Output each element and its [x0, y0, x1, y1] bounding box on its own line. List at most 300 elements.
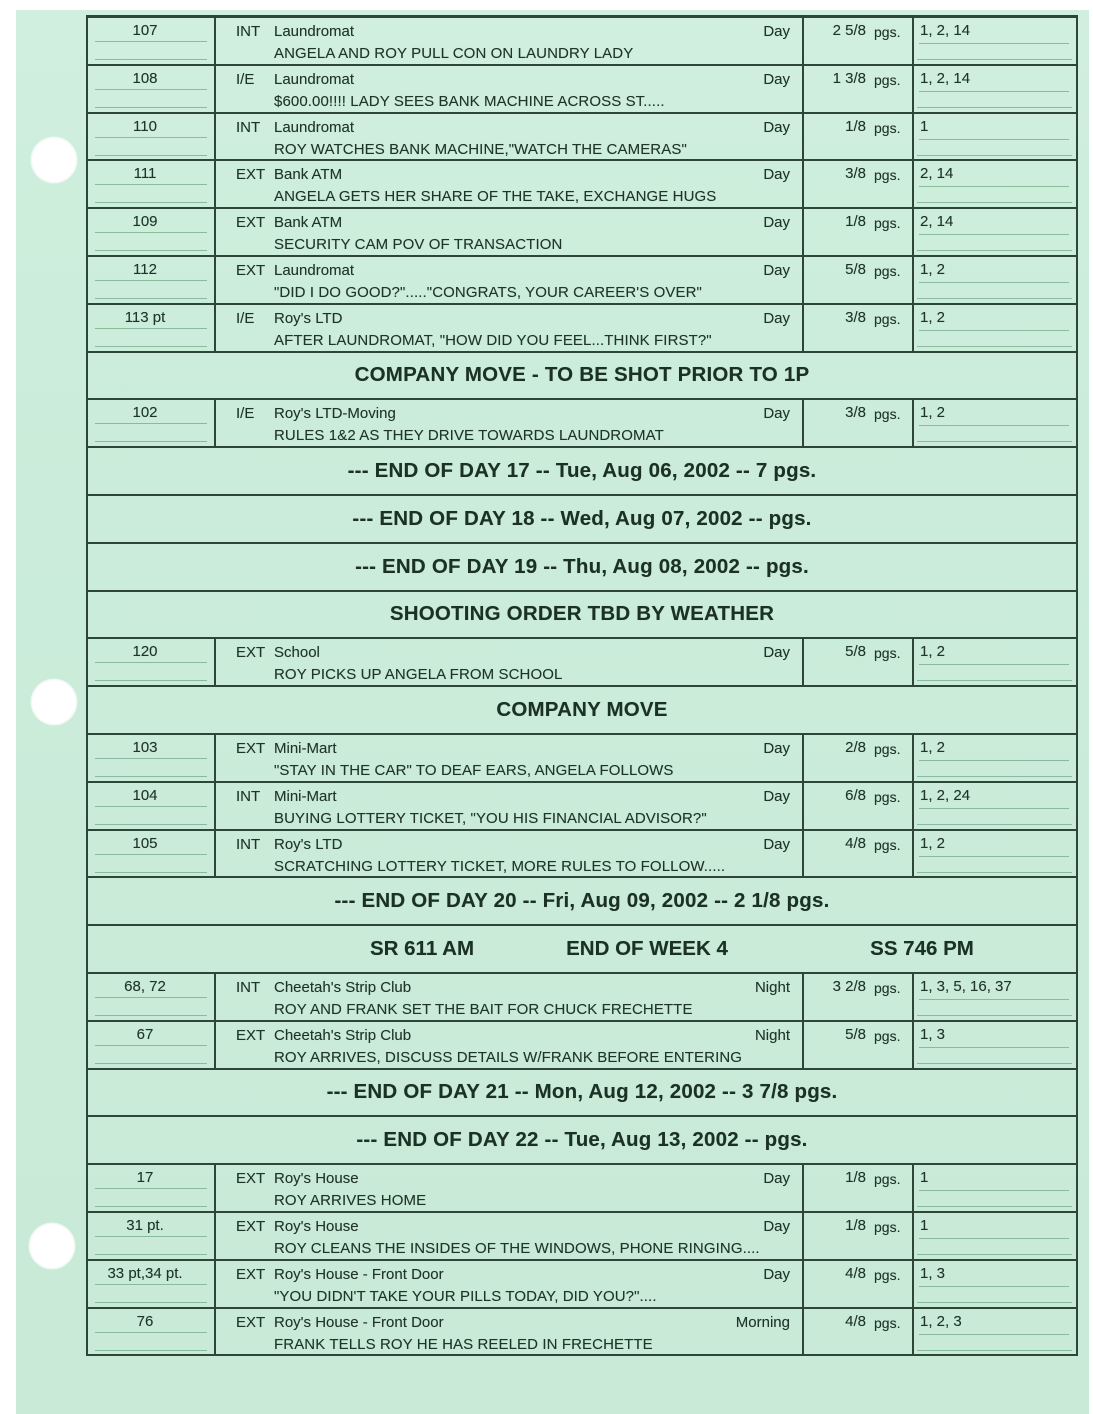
page-count-cell — [802, 831, 914, 877]
set-name: Roy's House — [274, 1170, 359, 1188]
set-description-cell — [214, 1213, 804, 1259]
banner-text: --- END OF DAY 20 -- Fri, Aug 09, 2002 -- 2 1/8 pgs. — [334, 889, 830, 913]
set-name: Roy's LTD-Moving — [274, 405, 396, 423]
sunset-label: SS 746 PM — [870, 937, 974, 961]
set-name: School — [274, 644, 320, 662]
scene-description: "YOU DIDN'T TAKE YOUR PILLS TODAY, DID YOU?".... — [274, 1287, 657, 1305]
banner-row — [88, 1117, 1076, 1165]
cast-rule — [919, 1286, 1069, 1287]
scene-number-cell — [88, 974, 216, 1020]
scene-number-rule — [95, 1302, 207, 1303]
cast-ids: 1, 3 — [920, 1025, 946, 1043]
cast-ids: 1, 2 — [920, 643, 946, 661]
scene-row-102 — [88, 400, 1076, 448]
cast-rule — [917, 1350, 1072, 1351]
scene-row-110 — [88, 114, 1076, 162]
scene-row-120 — [88, 639, 1076, 687]
scene-number-rule — [95, 806, 207, 807]
page-count-cell — [802, 1261, 914, 1307]
cast-rule — [919, 856, 1069, 857]
day-night-label: Day — [763, 309, 790, 327]
pgs-label: pgs. — [874, 167, 901, 184]
set-name: Cheetah's Strip Club — [274, 1026, 412, 1044]
pgs-label: pgs. — [874, 740, 901, 757]
banner-row — [88, 496, 1076, 544]
cast-cell — [912, 1165, 1076, 1211]
scene-number: 68, 72 — [124, 977, 166, 995]
scene-number-cell — [88, 1165, 216, 1211]
sunrise-label: SR 611 AM — [369, 937, 475, 961]
scene-number-rule — [95, 41, 207, 42]
scene-number-cell — [88, 305, 216, 351]
scene-row-68-72 — [88, 974, 1076, 1022]
cast-ids: 1, 2 — [920, 834, 946, 852]
banner-row — [88, 878, 1076, 926]
pgs-label: pgs. — [874, 836, 901, 853]
pgs-label: pgs. — [874, 788, 901, 805]
day-night-label: Day — [763, 70, 790, 88]
scene-description: FRANK TELLS ROY HE HAS REELED IN FRECHETTE — [274, 1335, 653, 1353]
hole-punch — [32, 138, 76, 182]
scene-number-rule — [95, 250, 207, 251]
int-ext-label: I/E — [236, 309, 255, 327]
cast-rule — [919, 808, 1069, 809]
page-count-value: 5/8 — [845, 260, 866, 278]
set-name: Bank ATM — [274, 214, 343, 232]
cast-ids: 1, 3 — [920, 1264, 946, 1282]
day-night-label: Day — [763, 1217, 790, 1235]
set-description-cell — [214, 257, 804, 303]
cast-rule — [919, 91, 1069, 92]
scene-number: 103 — [132, 738, 158, 756]
scene-row-31-pt- — [88, 1213, 1076, 1261]
cast-ids: 1, 2 — [920, 260, 946, 278]
day-night-label: Day — [763, 214, 790, 232]
banner-row — [88, 687, 1076, 735]
cast-ids: 1, 2 — [920, 308, 946, 326]
set-name: Mini-Mart — [274, 787, 337, 805]
set-name: Roy's House - Front Door — [274, 1265, 444, 1283]
pgs-label: pgs. — [874, 1171, 901, 1188]
cast-rule — [917, 250, 1072, 251]
week-summary-row — [88, 926, 1076, 974]
scene-description: $600.00!!!! LADY SEES BANK MACHINE ACROSS ST..... — [274, 92, 665, 110]
scene-description: ANGELA GETS HER SHARE OF THE TAKE, EXCHANGE HUGS — [274, 188, 717, 206]
scene-number-rule — [95, 89, 207, 90]
page-count-value: 3/8 — [845, 308, 866, 326]
scene-number-rule — [95, 776, 207, 777]
pgs-label: pgs. — [874, 979, 901, 996]
scene-row-112 — [88, 257, 1076, 305]
page-count-value: 4/8 — [845, 1312, 866, 1330]
cast-cell — [912, 639, 1076, 685]
cast-rule — [917, 155, 1072, 156]
scene-number-rule — [95, 872, 207, 873]
scene-row-113-pt — [88, 305, 1076, 353]
set-name: Roy's LTD — [274, 309, 343, 327]
page-count-value: 1/8 — [845, 1216, 866, 1234]
scene-description: ROY WATCHES BANK MACHINE,"WATCH THE CAMERAS" — [274, 140, 687, 158]
scene-number: 31 pt. — [126, 1216, 164, 1234]
cast-ids: 1 — [920, 1169, 929, 1187]
scene-number-rule — [95, 1284, 207, 1285]
scene-description: AFTER LAUNDROMAT, "HOW DID YOU FEEL...THINK FIRST?" — [274, 331, 712, 349]
page-count-cell — [802, 209, 914, 255]
end-of-week-label: END OF WEEK 4 — [566, 937, 728, 961]
cast-ids: 2, 14 — [920, 165, 954, 183]
int-ext-label: EXT — [236, 1217, 266, 1235]
set-name: Bank ATM — [274, 166, 343, 184]
int-ext-label: I/E — [236, 405, 255, 423]
scene-number-rule — [95, 824, 207, 825]
page-count-value: 5/8 — [845, 643, 866, 661]
scene-number: 110 — [133, 117, 157, 135]
scene-description: ROY ARRIVES, DISCUSS DETAILS W/FRANK BEFORE ENTERING — [274, 1048, 743, 1066]
scene-description: "STAY IN THE CAR" TO DEAF EARS, ANGELA FOLLOWS — [274, 761, 674, 779]
scene-description: BUYING LOTTERY TICKET, "YOU HIS FINANCIAL ADVISOR?" — [274, 809, 707, 827]
cast-rule — [917, 680, 1072, 681]
int-ext-label: INT — [236, 978, 261, 996]
scene-number-cell — [88, 400, 216, 446]
page-count-value: 4/8 — [845, 1264, 866, 1282]
pgs-label: pgs. — [874, 406, 901, 423]
scene-number-cell — [88, 66, 216, 112]
banner-text: --- END OF DAY 19 -- Thu, Aug 08, 2002 -- pgs. — [355, 554, 809, 578]
int-ext-label: EXT — [236, 261, 266, 279]
set-name: Roy's House - Front Door — [274, 1313, 444, 1331]
pgs-label: pgs. — [874, 310, 901, 327]
cast-cell — [912, 783, 1076, 829]
banner-text: COMPANY MOVE - TO BE SHOT PRIOR TO 1P — [354, 363, 810, 387]
page-count-cell — [802, 1022, 914, 1068]
day-night-label: Day — [763, 166, 790, 184]
scene-number: 108 — [132, 69, 158, 87]
set-description-cell — [214, 161, 804, 207]
cast-rule — [917, 1302, 1072, 1303]
scene-description: SCRATCHING LOTTERY TICKET, MORE RULES TO FOLLOW..... — [274, 857, 726, 875]
scene-number-rule — [95, 155, 207, 156]
scene-number-rule — [95, 1254, 207, 1255]
pgs-label: pgs. — [874, 215, 901, 232]
set-description-cell — [214, 831, 804, 877]
scene-number-rule — [95, 346, 207, 347]
int-ext-label: INT — [236, 787, 261, 805]
int-ext-label: INT — [236, 118, 261, 136]
page-count-cell — [802, 783, 914, 829]
cast-cell — [912, 18, 1076, 64]
cast-ids: 1, 2, 24 — [920, 786, 971, 804]
day-night-label: Day — [763, 644, 790, 662]
scene-description: RULES 1&2 AS THEY DRIVE TOWARDS LAUNDROMAT — [274, 427, 664, 445]
banner-text: SHOOTING ORDER TBD BY WEATHER — [389, 602, 775, 626]
scene-number-rule — [95, 232, 207, 233]
page-count-cell — [802, 257, 914, 303]
int-ext-label: I/E — [236, 70, 255, 88]
banner-text: --- END OF DAY 18 -- Wed, Aug 07, 2002 -- pgs. — [352, 506, 812, 530]
scene-row-109 — [88, 209, 1076, 257]
set-name: Roy's LTD — [274, 835, 343, 853]
pgs-label: pgs. — [874, 24, 901, 40]
page-count-value: 1/8 — [845, 213, 866, 231]
int-ext-label: EXT — [236, 739, 266, 757]
pgs-label: pgs. — [874, 71, 901, 88]
scene-description: ROY PICKS UP ANGELA FROM SCHOOL — [274, 666, 563, 684]
set-name: Mini-Mart — [274, 739, 337, 757]
scene-number-rule — [95, 280, 207, 281]
page-count-cell — [802, 639, 914, 685]
set-description-cell — [214, 400, 804, 446]
cast-ids: 2, 14 — [920, 213, 954, 231]
scene-number-cell — [88, 18, 216, 64]
set-name: Laundromat — [274, 70, 355, 88]
day-night-label: Day — [763, 23, 790, 40]
set-description-cell — [214, 974, 804, 1020]
scene-number-rule — [95, 1206, 207, 1207]
cast-rule — [919, 664, 1069, 665]
cast-cell — [912, 66, 1076, 112]
set-description-cell — [214, 209, 804, 255]
scene-number-rule — [95, 1236, 207, 1237]
banner-row — [88, 544, 1076, 592]
banner-row — [88, 1070, 1076, 1118]
cast-rule — [917, 346, 1072, 347]
page-count-cell — [802, 161, 914, 207]
scene-description: ROY AND FRANK SET THE BAIT FOR CHUCK FRECHETTE — [274, 1000, 693, 1018]
set-name: Laundromat — [274, 261, 355, 279]
page-count-cell — [802, 1213, 914, 1259]
page-count-value: 4/8 — [845, 834, 866, 852]
cast-rule — [919, 282, 1069, 283]
cast-ids: 1, 2, 14 — [920, 69, 971, 87]
set-description-cell — [214, 18, 804, 64]
scene-number-rule — [95, 298, 207, 299]
cast-rule — [919, 1238, 1069, 1239]
scene-number: 113 pt — [124, 308, 166, 326]
cast-cell — [912, 831, 1076, 877]
cast-rule — [919, 43, 1069, 44]
cast-rule — [917, 298, 1072, 299]
day-night-label: Morning — [735, 1313, 790, 1331]
scene-description: ROY ARRIVES HOME — [274, 1192, 427, 1210]
scene-description: ROY CLEANS THE INSIDES OF THE WINDOWS, PHONE RINGING.... — [274, 1239, 760, 1257]
int-ext-label: EXT — [236, 644, 266, 662]
pgs-label: pgs. — [874, 1266, 901, 1283]
scene-number-cell — [88, 783, 216, 829]
cast-rule — [917, 824, 1072, 825]
cast-cell — [912, 161, 1076, 207]
scene-number: 33 pt,34 pt. — [107, 1264, 183, 1282]
cast-cell — [912, 305, 1076, 351]
cast-rule — [919, 186, 1069, 187]
cast-cell — [912, 257, 1076, 303]
scene-row-103 — [88, 735, 1076, 783]
scene-number-rule — [95, 184, 207, 185]
cast-ids: 1 — [920, 1216, 929, 1234]
scene-row-67 — [88, 1022, 1076, 1070]
cast-rule — [919, 1190, 1069, 1191]
set-description-cell — [214, 735, 804, 781]
scene-number: 104 — [132, 786, 158, 804]
scene-number-rule — [95, 328, 207, 329]
cast-rule — [919, 234, 1069, 235]
cast-cell — [912, 974, 1076, 1020]
scene-number-cell — [88, 1213, 216, 1259]
cast-rule — [919, 999, 1069, 1000]
scene-number-rule — [95, 997, 207, 998]
cast-rule — [919, 1334, 1069, 1335]
page-count-value: 2 5/8 — [832, 22, 866, 39]
set-description-cell — [214, 66, 804, 112]
scene-number-rule — [95, 1063, 207, 1064]
day-night-label: Day — [763, 787, 790, 805]
day-night-label: Day — [763, 835, 790, 853]
day-night-label: Night — [754, 1026, 790, 1044]
day-night-label: Day — [763, 739, 790, 757]
cast-rule — [919, 330, 1069, 331]
cast-rule — [917, 1206, 1072, 1207]
scene-number-rule — [95, 758, 207, 759]
cast-cell — [912, 114, 1076, 160]
scene-number-cell — [88, 161, 216, 207]
page-count-value: 3 2/8 — [832, 977, 866, 995]
int-ext-label: EXT — [236, 1313, 266, 1331]
scene-number-rule — [95, 1045, 207, 1046]
scene-number: 109 — [132, 213, 158, 231]
scene-number-rule — [95, 441, 207, 442]
cast-rule — [917, 1063, 1072, 1064]
set-description-cell — [214, 1165, 804, 1211]
page-count-value: 2/8 — [845, 738, 866, 756]
banner-text: --- END OF DAY 17 -- Tue, Aug 06, 2002 -- 7 pgs. — [347, 459, 817, 483]
schedule-table — [86, 15, 1078, 1356]
scene-number: 120 — [132, 643, 158, 661]
scene-number-rule — [95, 107, 207, 108]
pgs-label: pgs. — [874, 1218, 901, 1235]
scene-row-17 — [88, 1165, 1076, 1213]
int-ext-label: EXT — [236, 166, 266, 184]
set-description-cell — [214, 1022, 804, 1068]
cast-rule — [917, 776, 1072, 777]
scene-number-rule — [95, 680, 207, 681]
day-night-label: Day — [763, 261, 790, 279]
page-count-value: 1/8 — [845, 117, 866, 135]
scene-row-76 — [88, 1309, 1076, 1357]
scene-number-cell — [88, 114, 216, 160]
scene-number-cell — [88, 257, 216, 303]
page-count-cell — [802, 974, 914, 1020]
page-count-cell — [802, 735, 914, 781]
page-count-value: 3/8 — [845, 165, 866, 183]
set-description-cell — [214, 114, 804, 160]
scene-number-cell — [88, 209, 216, 255]
pgs-label: pgs. — [874, 645, 901, 662]
hole-punch — [32, 680, 76, 724]
page-count-value: 5/8 — [845, 1025, 866, 1043]
day-night-label: Day — [763, 1265, 790, 1283]
scene-number-rule — [95, 202, 207, 203]
page-count-value: 1/8 — [845, 1169, 866, 1187]
scene-description: "DID I DO GOOD?"....."CONGRATS, YOUR CAREER'S OVER" — [274, 283, 702, 301]
scene-number: 76 — [136, 1312, 154, 1330]
cast-cell — [912, 209, 1076, 255]
scene-number: 112 — [133, 260, 157, 278]
int-ext-label: EXT — [236, 1026, 266, 1044]
scene-number-rule — [95, 1332, 207, 1333]
page-count-cell — [802, 1165, 914, 1211]
cast-ids: 1, 3, 5, 16, 37 — [920, 977, 1012, 995]
page-count-value: 6/8 — [845, 786, 866, 804]
set-name: Laundromat — [274, 118, 355, 136]
scene-description: SECURITY CAM POV OF TRANSACTION — [274, 236, 563, 254]
scene-number: 107 — [132, 22, 158, 39]
int-ext-label: EXT — [236, 214, 266, 232]
cast-ids: 1, 2 — [920, 404, 946, 422]
green-paper-sheet — [16, 10, 1089, 1414]
cast-ids: 1, 2, 14 — [920, 22, 971, 39]
page-count-cell — [802, 400, 914, 446]
page-count-cell — [802, 114, 914, 160]
page-count-value: 1 3/8 — [832, 69, 866, 87]
scene-number-rule — [95, 59, 207, 60]
page-count-cell — [802, 1309, 914, 1355]
scene-number: 111 — [133, 165, 157, 183]
cast-ids: 1 — [920, 117, 929, 135]
cast-cell — [912, 400, 1076, 446]
scene-row-107 — [88, 18, 1076, 66]
cast-cell — [912, 1213, 1076, 1259]
cast-rule — [917, 872, 1072, 873]
scene-number-cell — [88, 1309, 216, 1355]
cast-rule — [919, 425, 1069, 426]
set-description-cell — [214, 1261, 804, 1307]
day-night-label: Night — [754, 978, 790, 996]
int-ext-label: EXT — [236, 1170, 266, 1188]
pgs-label: pgs. — [874, 1027, 901, 1044]
scene-number: 67 — [136, 1025, 154, 1043]
pgs-label: pgs. — [874, 262, 901, 279]
scene-number: 102 — [132, 404, 158, 422]
set-description-cell — [214, 783, 804, 829]
cast-cell — [912, 1261, 1076, 1307]
cast-cell — [912, 735, 1076, 781]
scene-number-rule — [95, 1188, 207, 1189]
scene-number-cell — [88, 831, 216, 877]
set-description-cell — [214, 305, 804, 351]
int-ext-label: EXT — [236, 1265, 266, 1283]
day-night-label: Day — [763, 118, 790, 136]
banner-row — [88, 592, 1076, 640]
page-count-cell — [802, 18, 914, 64]
scene-number-rule — [95, 662, 207, 663]
scene-row-104 — [88, 783, 1076, 831]
cast-ids: 1, 2 — [920, 738, 946, 756]
cast-cell — [912, 1022, 1076, 1068]
set-name: Laundromat — [274, 23, 355, 40]
scene-row-108 — [88, 66, 1076, 114]
pgs-label: pgs. — [874, 1314, 901, 1331]
scene-description: ANGELA AND ROY PULL CON ON LAUNDRY LADY — [274, 45, 634, 62]
hole-punch — [30, 1224, 74, 1268]
page-count-cell — [802, 305, 914, 351]
cast-rule — [919, 1047, 1069, 1048]
scene-number-rule — [95, 1015, 207, 1016]
scene-number-cell — [88, 1261, 216, 1307]
scene-row-111 — [88, 161, 1076, 209]
int-ext-label: INT — [236, 23, 261, 40]
banner-text: --- END OF DAY 22 -- Tue, Aug 13, 2002 -- pgs. — [356, 1128, 808, 1152]
day-night-label: Day — [763, 1170, 790, 1188]
banner-text: --- END OF DAY 21 -- Mon, Aug 12, 2002 -- 3 7/8 pgs. — [326, 1080, 838, 1104]
